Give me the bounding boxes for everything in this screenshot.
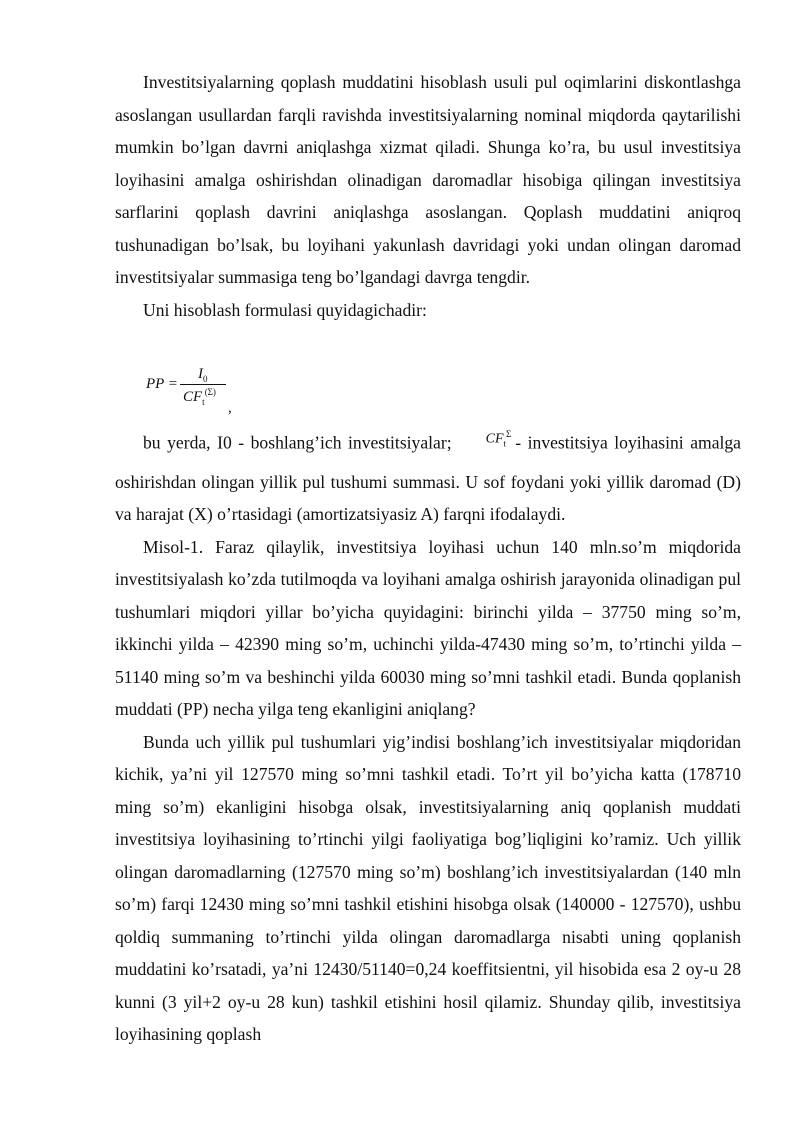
paragraph-example: Misol-1. Faraz qilaylik, investitsiya loyihasi uchun 140 mln.so’m miqdorida investitsiyalash ko’zda tutilmoqda va loyihani amalga oshirish jarayonida olinadigan pul tushumlari miqdori yillar bo’yicha quyidagini: birinchi yilda – 37750 ming so’m, ikkinchi yilda – 42390 ming so’m, uchinchi yilda-47430 ming so’m, to’rtinchi yilda – 51140 ming so’m va beshinchi yilda 60030 ming so’mni tashkil etadi. Bunda qoplanish muddati (PP) necha yilga teng ekanligini aniqlang? xyxy=(115,536,741,720)
formula-lhs: PP = xyxy=(146,376,178,392)
paragraph-payback-method: Investitsiyalarning qoplash muddatini hisoblash usuli pul oqimlarini diskontlashga asoslangan usullardan farqli ravishda investitsiyalarning nominal miqdorda qaytarilishi mumkin bo’lgan davrni aniqlashga xizmat qiladi. Shunga ko’ra, bu usul investitsiya loyihasini amalga oshirishdan olinadigan daromadlar hisobiga qilingan investitsiya sarflarini qoplash davrini aniqlashga asoslangan. Qoplash muddatini aniqroq tushunadigan bo’lsak, bu loyihani yakunlash davridagi yoki undan olingan daromad investitsiyalar summasiga teng bo’lgandagi davrga tengdir. xyxy=(115,72,741,287)
formula-fraction-bar xyxy=(180,384,226,385)
text-block-main xyxy=(115,424,741,1051)
formula-comma: , xyxy=(228,400,232,416)
formula-numerator: $I_0$ xyxy=(198,366,208,384)
formula-denominator: $CF_t^{(\Sigma)}$ xyxy=(183,387,216,407)
inline-cf-symbol: $CF_t^\Sigma$ xyxy=(485,429,512,449)
paragraph-formula-intro: Uni hisoblash formulasi quyidagichadir: xyxy=(143,299,427,320)
text-block-intro xyxy=(115,66,741,326)
paragraph-solution: Bunda uch yillik pul tushumlari yig’indisi boshlang’ich investitsiyalar miqdoridan kichik, ya’ni yil 127570 ming so’mni tashkil etadi. To’rt yil bo’yicha katta (178710 ming so’m) ekanligini hisobga olsak, investitsiyalarning aniq qoplanish muddati investitsiya loyihasining to’rtinchi yilgi faoliyatiga bog’liqligini ko’ramiz. Uch yillik olingan daromadlarning (127570 ming so’m) boshlang’ich investitsiyalardan (140 mln so’m) farqi 12430 ming so’mni tashkil etishini hisobga olsak (140000 - 127570), ushbu qoldiq summaning to’rtinchi yilda olingan daromadlarga nisabti uning qoplanish muddatini ko’rsatadi, ya’ni 12430/51140=0,24 koeffitsientni, yil hisobida esa 2 oy-u 28 kunni (3 yil+2 oy-u 28 kun) tashkil etishini hosil qilamiz. Shunday qilib, investitsiya loyihasining qoplash xyxy=(115,731,741,1045)
paragraph-definitions: bu yerda, I0 - boshlang’ich investitsiyalar; $CF_t^\Sigma$ - investitsiya loyihasini amalga oshirishdan olingan yillik pul tushumi summasi. U sof foydani yoki yillik daromad (D) va harajat (X) o’rtasidagi (amortizatsiyasiz A) farqni ifodalaydi. xyxy=(115,424,741,531)
